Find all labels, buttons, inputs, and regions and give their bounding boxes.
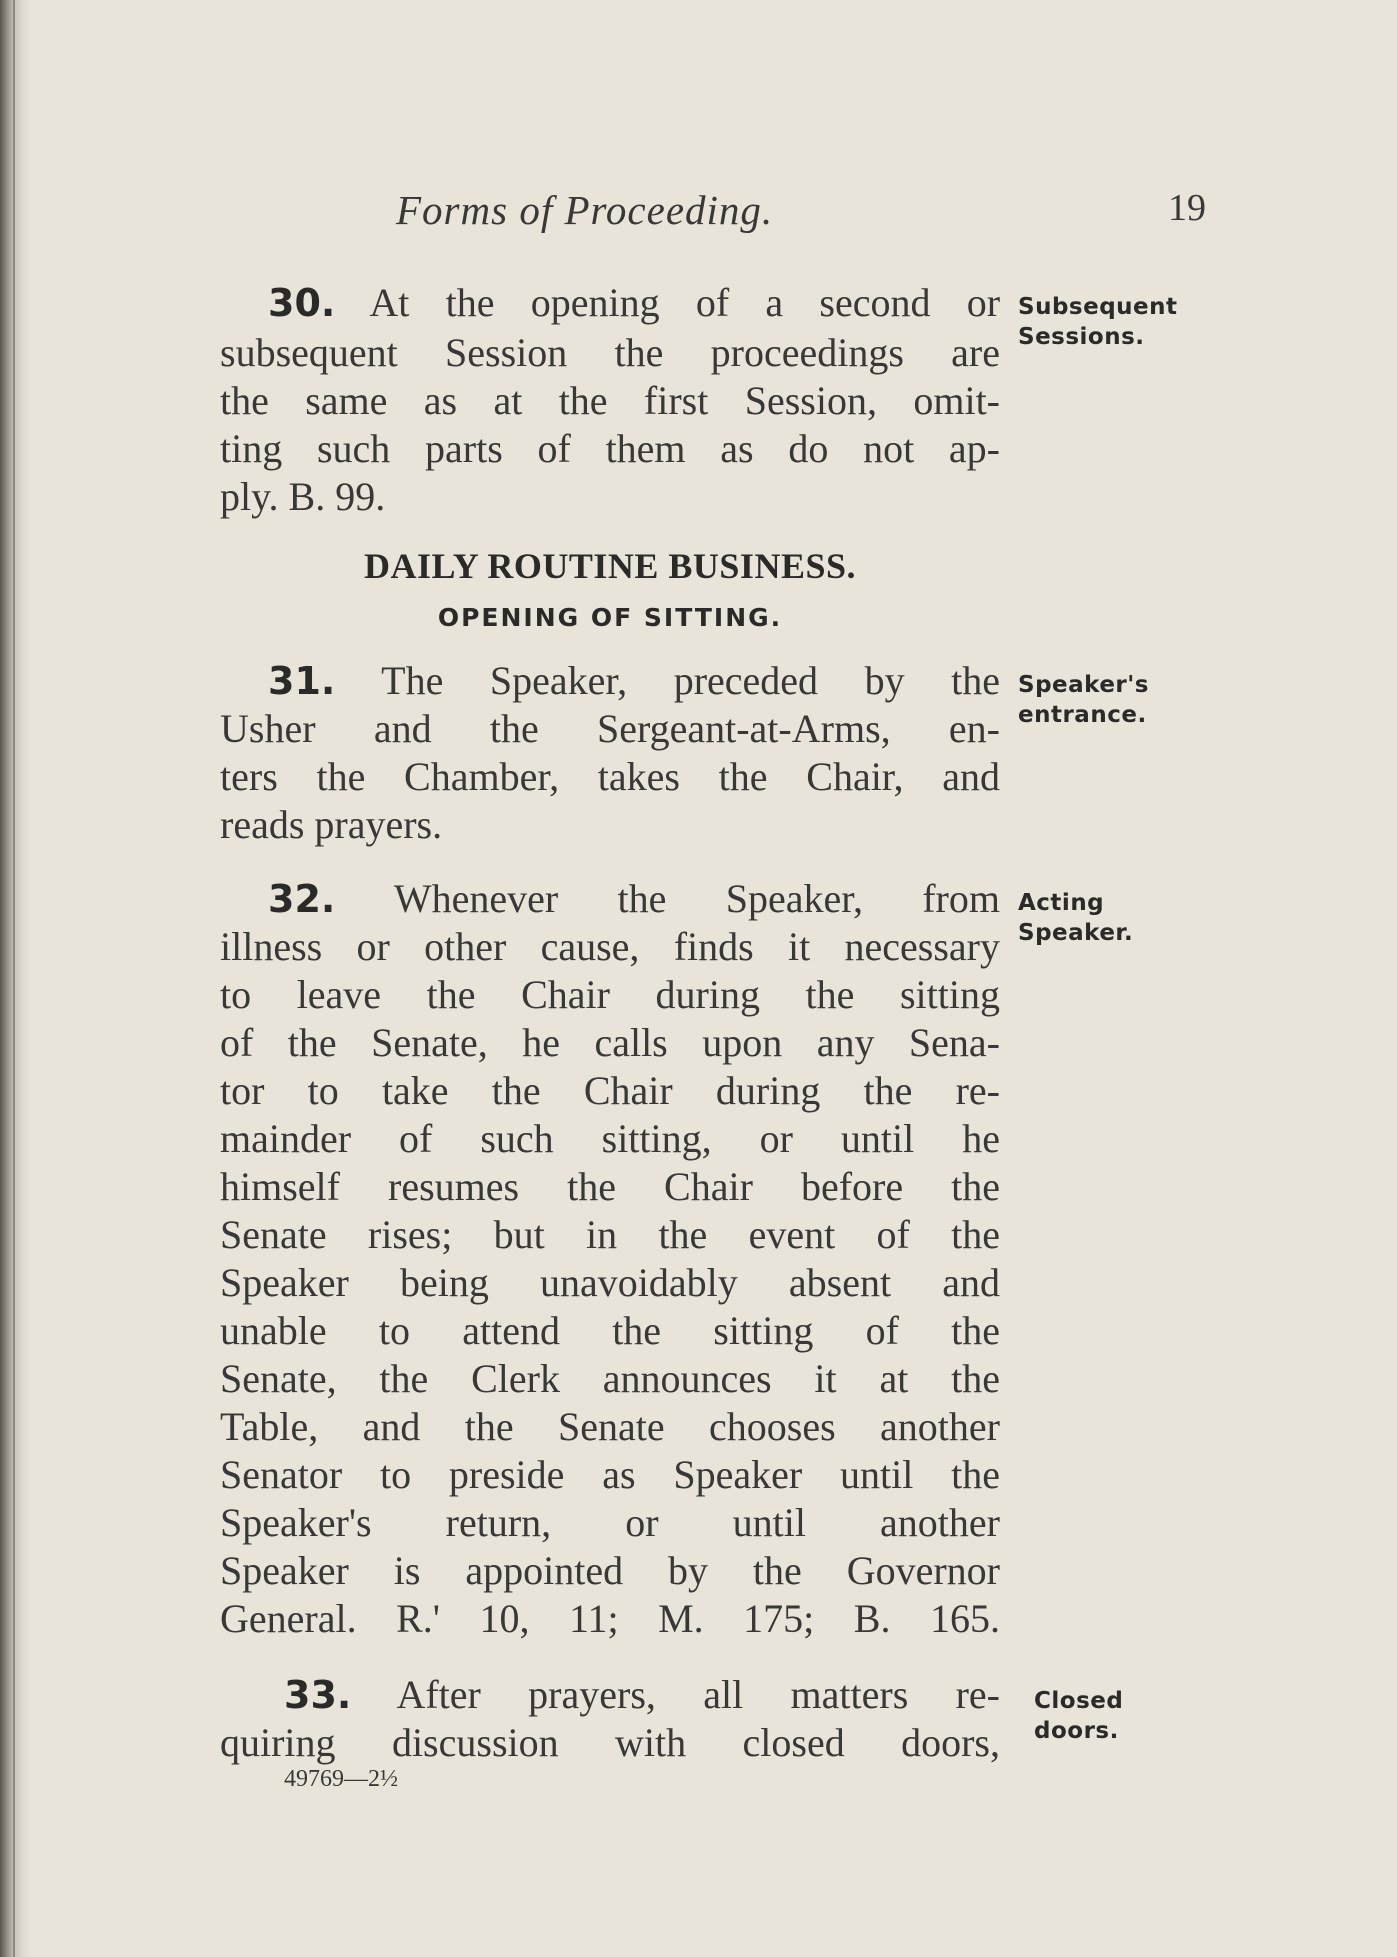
para33-line-2: quiring discussion with closed doors, xyxy=(220,1720,1000,1765)
para33-number: 33. xyxy=(284,1673,352,1717)
para32-line-11: Senate, the Clerk announces it at the xyxy=(220,1356,1000,1401)
para31-line-4: reads prayers. xyxy=(220,802,443,847)
para30-line-3: the same as at the first Session, omit- xyxy=(220,378,1000,423)
para32-number: 32. xyxy=(268,877,336,921)
para32-line-9: Speaker being unavoidably absent and xyxy=(220,1260,1000,1305)
para31-line-2: Usher and the Sergeant-at-Arms, en- xyxy=(220,706,1000,751)
para30-number: 30. xyxy=(268,281,336,325)
section-heading: DAILY ROUTINE BUSINESS. xyxy=(364,546,856,586)
para32-line-2: illness or other cause, finds it necessary xyxy=(220,924,1000,969)
para32-line-14: Speaker's return, or until another xyxy=(220,1500,1000,1545)
printer-signature: 49769—2½ xyxy=(284,1766,398,1792)
para30-line-5: ply. B. 99. xyxy=(220,474,386,519)
para32-line-4: of the Senate, he calls upon any Sena- xyxy=(220,1020,1000,1065)
para33-line-1: 33. After prayers, all matters re- xyxy=(284,1672,1000,1717)
para30-line-4: ting such parts of them as do not ap- xyxy=(220,426,1000,471)
para30-line-2: subsequent Session the proceedings are xyxy=(220,330,1000,375)
margin-note-acting-speaker: Acting Speaker. xyxy=(1018,890,1134,946)
margin-note-closed-doors: Closed doors. xyxy=(1034,1688,1124,1744)
para32-line-1: 32. Whenever the Speaker, from xyxy=(268,876,1000,921)
running-title: Forms of Proceeding. xyxy=(396,187,774,233)
para32-line-7: himself resumes the Chair before the xyxy=(220,1164,1000,1209)
para32-line-15: Speaker is appointed by the Governor xyxy=(220,1548,1000,1593)
para31-number: 31. xyxy=(268,659,336,703)
book-spine-shadow xyxy=(0,0,30,1957)
para32-line-10: unable to attend the sitting of the xyxy=(220,1308,1000,1353)
para32-line-16: General. R.' 10, 11; M. 175; B. 165. xyxy=(220,1596,1000,1641)
spine-edge xyxy=(13,0,15,1957)
section-subheading: OPENING OF SITTING. xyxy=(437,603,783,632)
para32-line-8: Senate rises; but in the event of the xyxy=(220,1212,1000,1257)
para31-line-1: 31. The Speaker, preceded by the xyxy=(268,658,1001,703)
para32-line-13: Senator to preside as Speaker until the xyxy=(220,1452,1000,1497)
margin-note-subsequent-sessions: Subsequent Sessions. xyxy=(1018,294,1178,350)
para30-line-1: 30. At the opening of a second or xyxy=(268,280,1001,325)
para32-line-6: mainder of such sitting, or until he xyxy=(220,1116,1000,1161)
para31-line-3: ters the Chamber, takes the Chair, and xyxy=(220,754,1000,799)
para32-line-12: Table, and the Senate chooses another xyxy=(220,1404,1000,1449)
page-number: 19 xyxy=(1168,187,1206,229)
margin-note-speakers-entrance: Speaker's entrance. xyxy=(1018,672,1149,728)
para32-line-5: tor to take the Chair during the re- xyxy=(220,1068,1000,1113)
para32-line-3: to leave the Chair during the sitting xyxy=(220,972,1000,1017)
